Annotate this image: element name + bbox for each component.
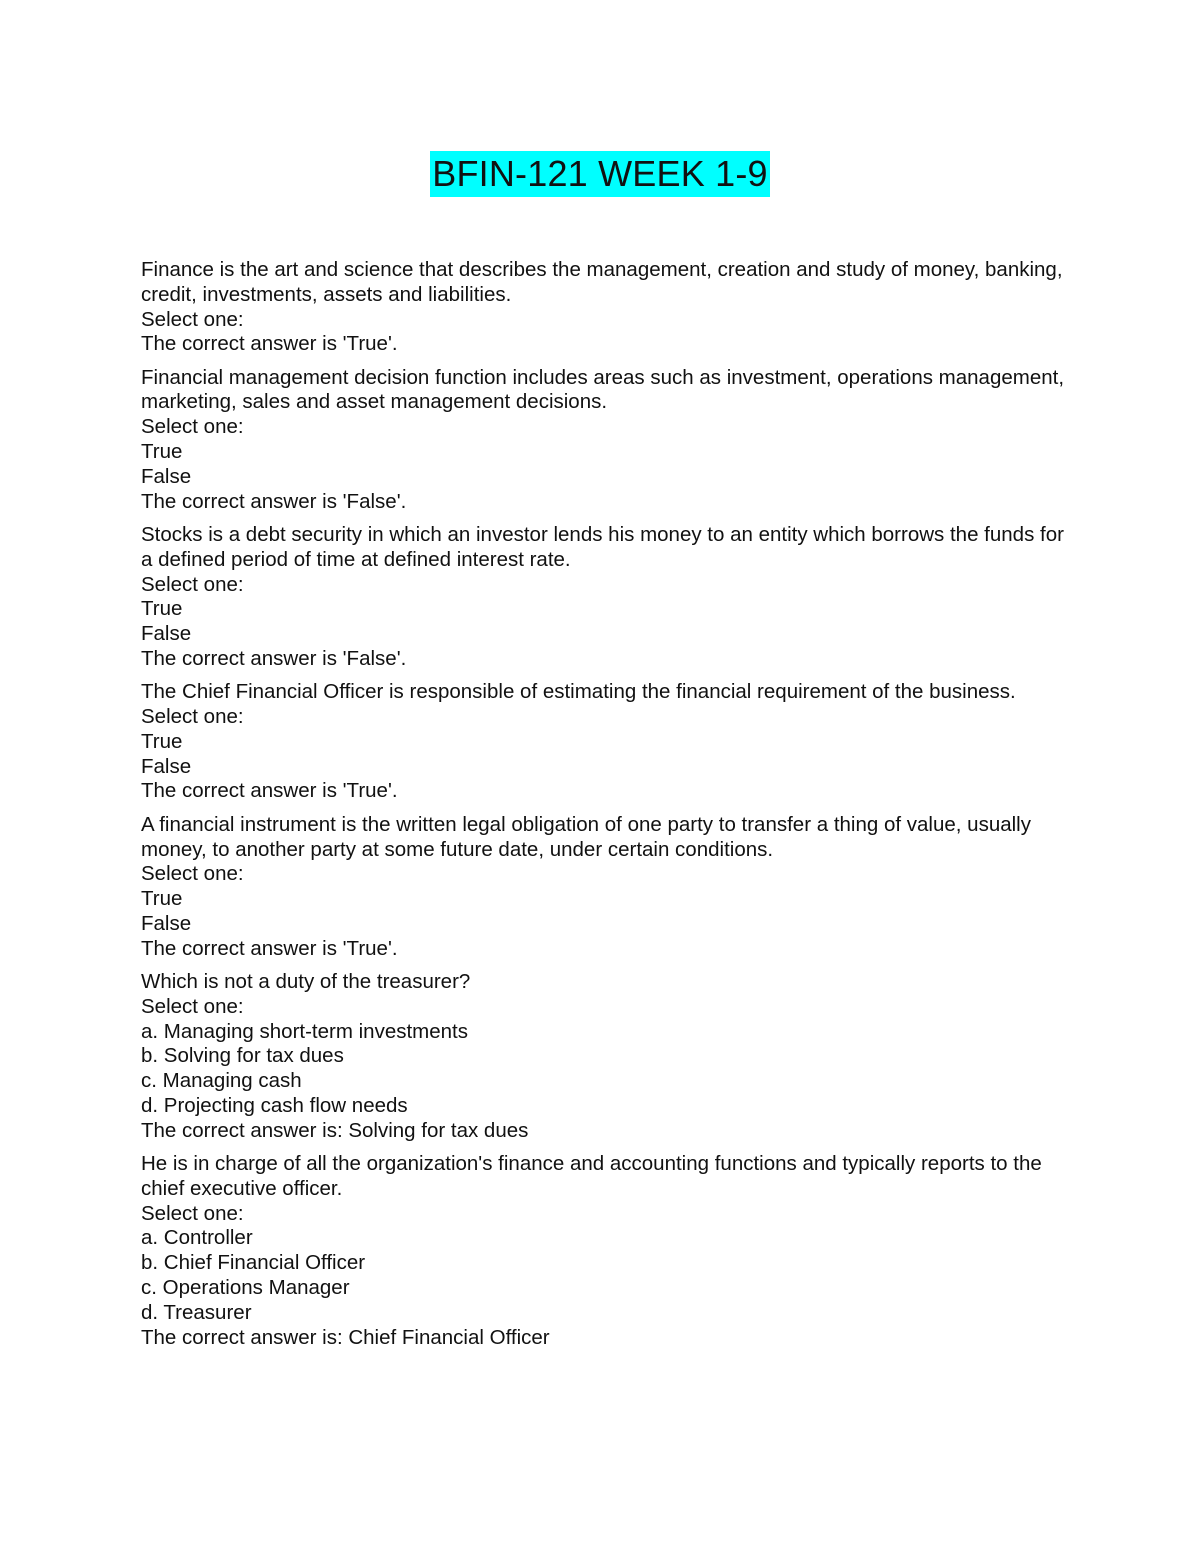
answer-option: c. Operations Manager xyxy=(141,1276,350,1300)
answer-option: False xyxy=(141,622,192,646)
title-row xyxy=(0,151,1200,197)
question-text: Finance is the art and science that describes the management, creation and study of money, banking, credit, investments, assets and liabilities. xyxy=(141,258,1063,306)
answer-option: b. Solving for tax dues xyxy=(141,1044,344,1068)
correct-answer: The correct answer is 'False'. xyxy=(141,646,407,670)
question-text: The Chief Financial Officer is responsible of estimating the financial requirement of the business. xyxy=(141,680,1016,704)
correct-answer: The correct answer is: Chief Financial Officer xyxy=(141,1325,550,1349)
question-text: Stocks is a debt security in which an investor lends his money to an entity which borrows the funds for a defined period of time at defined interest rate. xyxy=(141,522,1064,571)
question-item xyxy=(141,970,1071,1144)
question-text: Which is not a duty of the treasurer? xyxy=(141,970,471,994)
document-title: BFIN-121 WEEK 1-9 xyxy=(430,151,770,197)
question-item xyxy=(141,813,1071,962)
answer-option: True xyxy=(141,597,183,621)
question-item xyxy=(141,258,1071,357)
answer-option: a. Controller xyxy=(141,1226,253,1250)
answer-option: True xyxy=(141,887,183,911)
answer-option: False xyxy=(141,754,192,778)
answer-option: False xyxy=(141,464,192,488)
answer-option: d. Projecting cash flow needs xyxy=(141,1094,408,1117)
correct-answer: The correct answer is 'True'. xyxy=(141,332,398,356)
answer-option: b. Chief Financial Officer xyxy=(141,1251,366,1275)
correct-answer: The correct answer is 'True'. xyxy=(141,936,398,960)
question-item xyxy=(141,366,1071,515)
answer-option: True xyxy=(141,729,183,753)
select-prompt: Select one: xyxy=(141,994,244,1018)
select-prompt: Select one: xyxy=(141,862,244,886)
answer-option: False xyxy=(141,911,192,935)
question-item xyxy=(141,680,1071,804)
select-prompt: Select one: xyxy=(141,1201,244,1225)
answer-option: a. Managing short-term investments xyxy=(141,1019,468,1043)
select-prompt: Select one: xyxy=(141,572,244,596)
correct-answer: The correct answer is 'True'. xyxy=(141,779,398,803)
select-prompt: Select one: xyxy=(141,307,244,331)
correct-answer: The correct answer is 'False'. xyxy=(141,489,407,513)
question-text: He is in charge of all the organization's finance and accounting functions and typically reports to the chief executive officer. xyxy=(141,1152,1042,1200)
answer-option: c. Managing cash xyxy=(141,1069,302,1093)
select-prompt: Select one: xyxy=(141,415,244,439)
question-text: A financial instrument is the written legal obligation of one party to transfer a thing of value, usually money, to another party at some future date, under certain conditions. xyxy=(141,812,1031,861)
select-prompt: Select one: xyxy=(141,705,244,729)
correct-answer: The correct answer is: Solving for tax dues xyxy=(141,1118,529,1142)
question-text: Financial management decision function includes areas such as investment, operations management, marketing, sales and asset management decisions. xyxy=(141,365,1065,414)
answer-option: d. Treasurer xyxy=(141,1300,252,1324)
answer-option: True xyxy=(141,440,183,464)
question-item xyxy=(141,523,1071,672)
question-list xyxy=(141,258,1071,1359)
question-item xyxy=(141,1152,1071,1350)
